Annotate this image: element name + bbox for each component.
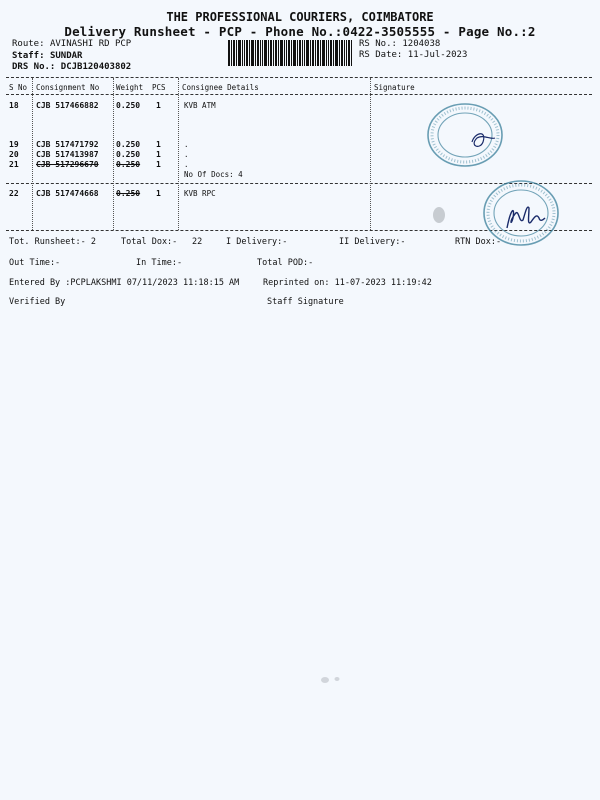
row-consignee: . — [184, 150, 189, 159]
row-pcs: 1 — [156, 140, 161, 149]
reprinted-on: Reprinted on: 11-07-2023 11:19:42 — [263, 278, 432, 288]
row-pcs: 1 — [156, 160, 161, 169]
runsheet-meta-left — [12, 39, 131, 74]
col-divider — [113, 78, 114, 230]
table-header-rule — [6, 94, 592, 95]
row-weight: 0.250 — [116, 101, 141, 110]
runsheet-meta-right — [359, 39, 467, 61]
col-header-signature: Signature — [374, 83, 415, 92]
table-top-rule — [6, 77, 592, 78]
total-dox-value: 22 — [192, 237, 203, 247]
entered-by: Entered By :PCPLAKSHMI 07/11/2023 11:18:15 AM — [9, 278, 240, 288]
row-weight: 0.250 — [116, 140, 141, 149]
no-of-docs: No Of Docs: 4 — [184, 170, 243, 179]
staff-signature: Staff Signature — [267, 297, 344, 307]
rs-no-label: RS No.: — [359, 39, 397, 49]
runsheet-title: Delivery Runsheet - PCP - Phone No.:0422-3505555 - Page No.:2 — [64, 24, 536, 39]
rs-date-label: RS Date: — [359, 50, 403, 60]
total-pod: Total POD:- — [257, 258, 314, 268]
row-sno: 20 — [9, 150, 19, 159]
staff-value: SUNDAR — [49, 50, 83, 61]
row-consignment: CJB 517413987 — [36, 150, 99, 159]
row-pcs: 1 — [156, 189, 161, 198]
row-weight: 0.250 — [116, 160, 141, 169]
company-title: THE PROFESSIONAL COURIERS, COIMBATORE — [166, 10, 434, 24]
tot-runsheet: Tot. Runsheet:- 2 — [9, 237, 96, 247]
rtn-dox: RTN Dox:- — [455, 237, 502, 247]
row-pcs: 1 — [156, 150, 161, 159]
drs-value: DCJB120403802 — [60, 62, 132, 72]
row-consignee: . — [184, 140, 189, 149]
route-value: AVINASHI RD PCP — [49, 39, 132, 49]
col-divider — [178, 78, 179, 230]
col-divider — [32, 78, 33, 230]
row-consignment: CJB 517474668 — [36, 189, 99, 198]
i-delivery: I Delivery:- — [226, 237, 288, 247]
route-label: Route: — [12, 39, 45, 49]
row-sno: 18 — [9, 101, 19, 110]
col-header-pcs: PCS — [152, 83, 166, 92]
row-weight: 0.250 — [116, 150, 141, 159]
row-consignment: CJB 517466882 — [36, 101, 99, 110]
col-header-consignee: Consignee Details — [182, 83, 259, 92]
row-consignee: . — [184, 160, 189, 169]
in-time: In Time:- — [136, 258, 183, 268]
ink-smudge-icon — [430, 204, 448, 226]
staff-label: Staff: — [12, 50, 45, 61]
row-consignment: CJB 517296670 — [36, 160, 99, 169]
row-weight: 0.250 — [116, 189, 141, 198]
row-sno: 22 — [9, 189, 19, 198]
col-header-weight: Weight — [116, 83, 144, 92]
col-header-consignment: Consignment No — [36, 83, 100, 92]
out-time: Out Time:- — [9, 258, 61, 268]
row-sno: 19 — [9, 140, 19, 149]
row-pcs: 1 — [156, 101, 161, 110]
rs-no-value: 1204038 — [402, 39, 441, 49]
col-divider — [370, 78, 371, 230]
total-dox-label: Total Dox:- — [121, 237, 178, 247]
paper-speck-icon — [318, 674, 344, 686]
row-sno: 21 — [9, 160, 19, 169]
drs-label: DRS No.: — [12, 62, 56, 72]
ii-delivery: II Delivery:- — [339, 237, 406, 247]
verified-by: Verified By — [9, 297, 66, 307]
row-consignment: CJB 517471792 — [36, 140, 99, 149]
row-consignee: KVB ATM — [184, 101, 216, 110]
row-consignee: KVB RPC — [184, 189, 216, 198]
rs-date-value: 11-Jul-2023 — [407, 50, 468, 60]
col-header-sno: S No — [9, 83, 28, 92]
barcode-icon — [228, 40, 352, 66]
company-stamp-icon — [425, 102, 505, 168]
